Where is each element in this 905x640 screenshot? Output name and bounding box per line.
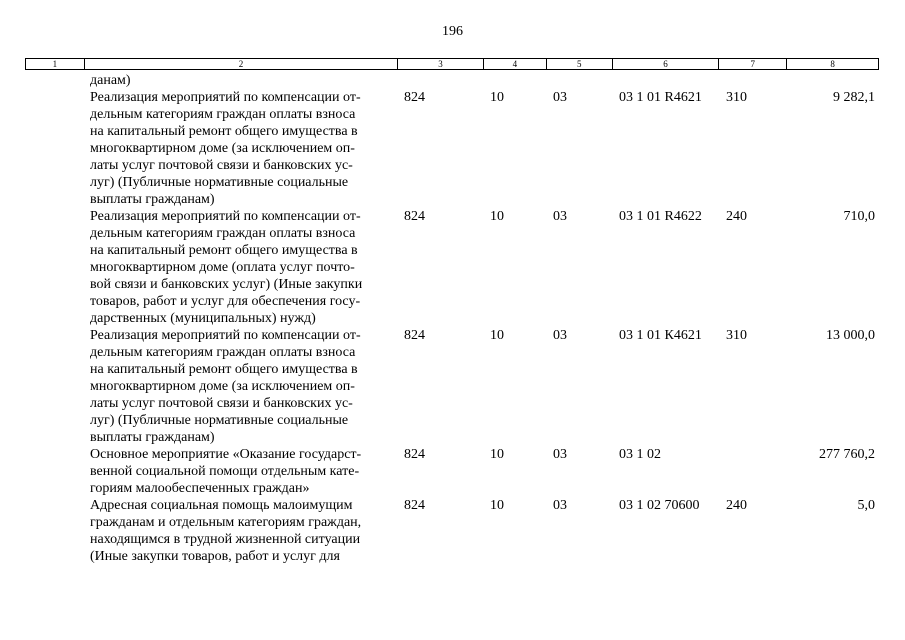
subsection-code: 03 (553, 328, 567, 343)
row-name (84, 446, 398, 497)
section-code: 10 (490, 498, 504, 513)
section-code: 10 (490, 447, 504, 462)
name-line: дельным категориям граждан оплаты взноса (90, 226, 356, 241)
name-line: венной социальной помощи отдельным кате- (90, 464, 360, 479)
row-name (84, 497, 398, 565)
name-line: Основное мероприятие «Оказание государст- (90, 447, 362, 462)
name-line: на капитальный ремонт общего имущества в (90, 243, 358, 258)
table-body (25, 72, 879, 565)
subsection-code: 03 (553, 90, 567, 105)
table-row (25, 89, 879, 208)
name-line: дельным категориям граждан оплаты взноса (90, 107, 356, 122)
expense-type-code (720, 446, 788, 497)
name-line: на капитальный ремонт общего имущества в (90, 124, 358, 139)
name-line: Реализация мероприятий по компенсации от- (90, 209, 361, 224)
name-line: многоквартирном доме (за исключением оп- (90, 141, 355, 156)
amount: 710,0 (843, 209, 875, 224)
row-name (84, 89, 398, 208)
name-line: данам) (90, 73, 131, 88)
name-line: выплаты гражданам) (90, 192, 215, 207)
name-line: многоквартирном доме (оплата услуг почто- (90, 260, 355, 275)
name-line: на капитальный ремонт общего имущества в (90, 362, 358, 377)
name-line: Реализация мероприятий по компенсации от- (90, 90, 361, 105)
header-col-3: 3 (398, 59, 484, 69)
name-line: находящимся в трудной жизненной ситуации (90, 532, 361, 547)
header-col-1: 1 (26, 59, 85, 69)
continuation-row (25, 72, 879, 89)
amount: 9 282,1 (833, 90, 875, 105)
name-line: многоквартирном доме (за исключением оп- (90, 379, 355, 394)
ministry-code: 824 (404, 447, 425, 462)
name-line: Адресная социальная помощь малоимущим (90, 498, 353, 513)
table-header-row (25, 58, 879, 70)
table-row (25, 497, 879, 565)
row-name (84, 327, 398, 446)
expense-type-code: 240 (726, 209, 747, 224)
target-article-code: 03 1 01 R4622 (619, 209, 702, 224)
header-col-5: 5 (547, 59, 613, 69)
name-line: товаров, работ и услуг для обеспечения госу- (90, 294, 361, 309)
name-line: вой связи и банковских услуг) (Иные закупки (90, 277, 363, 292)
amount: 277 760,2 (819, 447, 875, 462)
target-article-code: 03 1 02 70600 (619, 498, 700, 513)
target-article-code: 03 1 01 R4621 (619, 90, 702, 105)
name-line: гражданам и отдельным категориям граждан, (90, 515, 362, 530)
continuation-text (84, 72, 398, 89)
ministry-code: 824 (404, 498, 425, 513)
expense-type-code: 240 (726, 498, 747, 513)
section-code: 10 (490, 90, 504, 105)
amount: 13 000,0 (826, 328, 875, 343)
name-line: луг) (Публичные нормативные социальные (90, 413, 349, 428)
name-line: выплаты гражданам) (90, 430, 215, 445)
subsection-code: 03 (553, 498, 567, 513)
name-line: латы услуг почтовой связи и банковских ус- (90, 158, 353, 173)
page-number: 196 (442, 24, 463, 39)
expense-type-code: 310 (726, 328, 747, 343)
header-col-8: 8 (830, 59, 835, 69)
table-row (25, 446, 879, 497)
name-line: дарственных (муниципальных) нужд) (90, 311, 316, 326)
section-code: 10 (490, 328, 504, 343)
table-row (25, 208, 879, 327)
subsection-code: 03 (553, 209, 567, 224)
header-col-7: 7 (719, 59, 787, 69)
target-article-code: 03 1 01 К4621 (619, 328, 702, 343)
ministry-code: 824 (404, 90, 425, 105)
ministry-code: 824 (404, 328, 425, 343)
expense-type-code: 310 (726, 90, 747, 105)
header-col-6: 6 (613, 59, 720, 69)
section-code: 10 (490, 209, 504, 224)
ministry-code: 824 (404, 209, 425, 224)
table-row (25, 327, 879, 446)
target-article-code: 03 1 02 (619, 447, 661, 462)
amount: 5,0 (857, 498, 875, 513)
row-name (84, 208, 398, 327)
name-line: Реализация мероприятий по компенсации от- (90, 328, 361, 343)
header-col-2: 2 (85, 59, 398, 69)
name-line: луг) (Публичные нормативные социальные (90, 175, 349, 190)
subsection-code: 03 (553, 447, 567, 462)
name-line: латы услуг почтовой связи и банковских ус- (90, 396, 353, 411)
name-line: дельным категориям граждан оплаты взноса (90, 345, 356, 360)
header-col-4: 4 (484, 59, 547, 69)
name-line: (Иные закупки товаров, работ и услуг для (90, 549, 340, 564)
name-line: гориям малообеспеченных граждан» (90, 481, 310, 496)
